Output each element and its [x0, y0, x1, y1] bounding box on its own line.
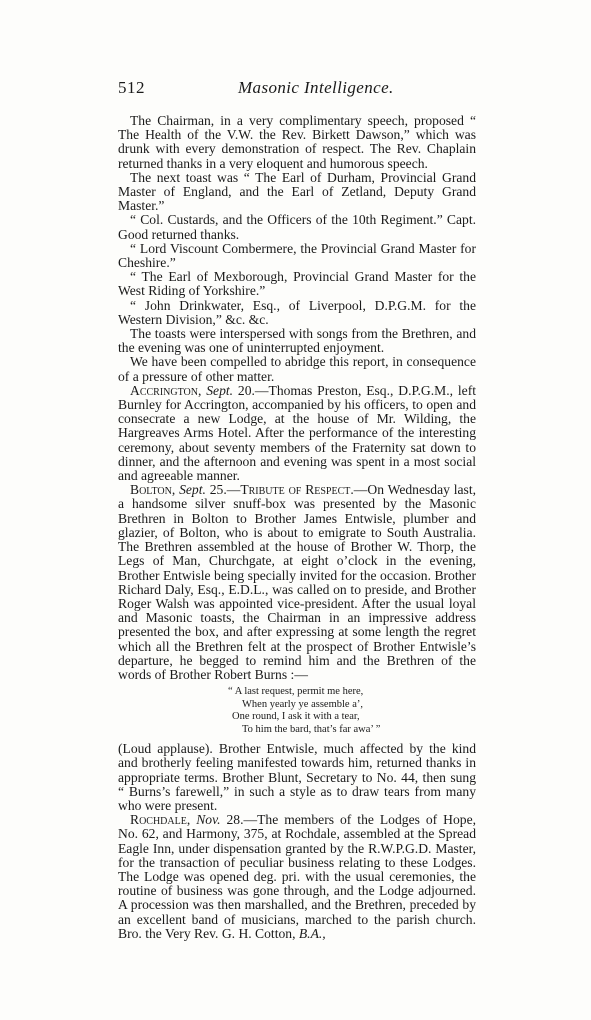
paragraph-accrington [118, 384, 476, 483]
running-title: Masonic Intelligence. [238, 78, 394, 97]
paragraph-body: 20.—Thomas Preston, Esq., D.P.G.M., left Burnley for Accrington, accompanied by his officers, to open and consecrate a new Lodge, at the house of Mr. Wilding, the Hargreaves Arms Hotel. After the performance of the interesting ceremony, about seventy members of the Fraternity sat down to dinner, and the afternoon and evening was spent in a most social and agreeable manner. [118, 382, 477, 484]
paragraph-body: 28.—The members of the Lodges of Hope, No. 62, and Harmony, 375, at Rochdale, assembled at the Spread Eagle Inn, under dispensation granted by the R.W.P.G.D. Master, for the transaction of peculiar business relating to these Lodges. The Lodge was opened deg. pri. with the usual ceremonies, the routine of business was gone through, and the Lodge adjourned. A procession was then marshalled, and the Brethren, preceded by an excellent band of musicians, marched to the parish church. Bro. the Very Rev. G. H. Cotton, [118, 812, 477, 941]
page-header [118, 78, 472, 100]
verse-line: To him the bard, that’s far awa’ ” [242, 723, 381, 735]
date-month: Sept. [206, 382, 234, 398]
place-name: Bolton, [130, 482, 176, 498]
paragraph-applause: (Loud applause). Brother Entwisle, much affected by the kind and brotherly feeling manifested towards him, returned thanks in appropriate terms. Brother Blunt, Secretary to No. 44, then sung “ Burns’s farewell,” in such a style as to draw tears from many who were present. [118, 741, 476, 813]
verse-quotation [118, 686, 476, 736]
verse-line: When yearly ye assemble a’, [242, 698, 363, 710]
paragraph-toast-mexborough: “ The Earl of Mexborough, Provincial Grand Master for the West Riding of Yorkshire.” [118, 269, 476, 299]
paragraph-songs: The toasts were interspersed with songs from the Brethren, and the evening was one of uninterrupted enjoyment. [118, 326, 476, 356]
date-month: Nov. [196, 812, 221, 828]
paragraph-body: —On Wednesday last, a handsome silver snuff-box was presented by the Masonic Brethren in Bolton to Brother James Entwisle, plumber and glazier, of Bolton, who is about to emigrate to South Australia. The Brethren assembled at the house of Brother W. Thorp, the Legs of Man, Churchgate, at eight o’clock in the evening, Brother Entwisle being specially invited for the occasion. Brother Richard Daly, Esq., E.D.L., was called on to preside, and Brother Roger Walsh was appointed vice-president. After the usual loyal and Masonic toasts, the Chairman in an impressive address presented the box, and after expressing at some length the regret which all the Brethren felt at the prospect of Brother Entwisle’s departure, he begged to remind him and the Brethren of the words of Brother Robert Burns :— [118, 482, 477, 682]
date-day: 25.— [205, 482, 241, 498]
body-text [118, 114, 476, 941]
paragraph-toast-drinkwater: “ John Drinkwater, Esq., of Liverpool, D.P.G.M. for the Western Division,” &c. &c. [118, 297, 476, 327]
degree-abbrev: B.A., [298, 925, 326, 941]
paragraph-rochdale [118, 813, 476, 941]
place-name: Rochdale, [130, 812, 191, 828]
verse-line: “ A last request, permit me here, [228, 686, 364, 698]
verse-line: One round, I ask it with a tear, [232, 711, 360, 723]
paragraph-toast-custards: “ Col. Custards, and the Officers of the 10th Regiment.” Capt. Good returned thanks. [118, 212, 476, 242]
page-number: 512 [118, 78, 145, 97]
paragraph-bolton [118, 483, 476, 682]
paragraph-abridged-note: We have been compelled to abridge this report, in consequence of a pressure of other matter. [118, 354, 476, 384]
paragraph-toast-combermere: “ Lord Viscount Combermere, the Provincial Grand Master for Cheshire.” [118, 240, 476, 271]
paragraph-chairman-speech: The Chairman, in a very complimentary speech, proposed “ The Health of the V.W. the Rev. Birkett Dawson,” which was drunk with every demonstration of respect. The Rev. Chaplain returned thanks in a very eloquent and humorous speech. [118, 113, 476, 171]
section-heading: Tribute of Respect. [240, 482, 354, 498]
place-name: Accrington, [130, 382, 202, 398]
paragraph-next-toast: The next toast was “ The Earl of Durham, Provincial Grand Master of England, and the Earl of Zetland, Deputy Grand Master.” [118, 169, 476, 214]
date-month: Sept. [179, 482, 206, 498]
